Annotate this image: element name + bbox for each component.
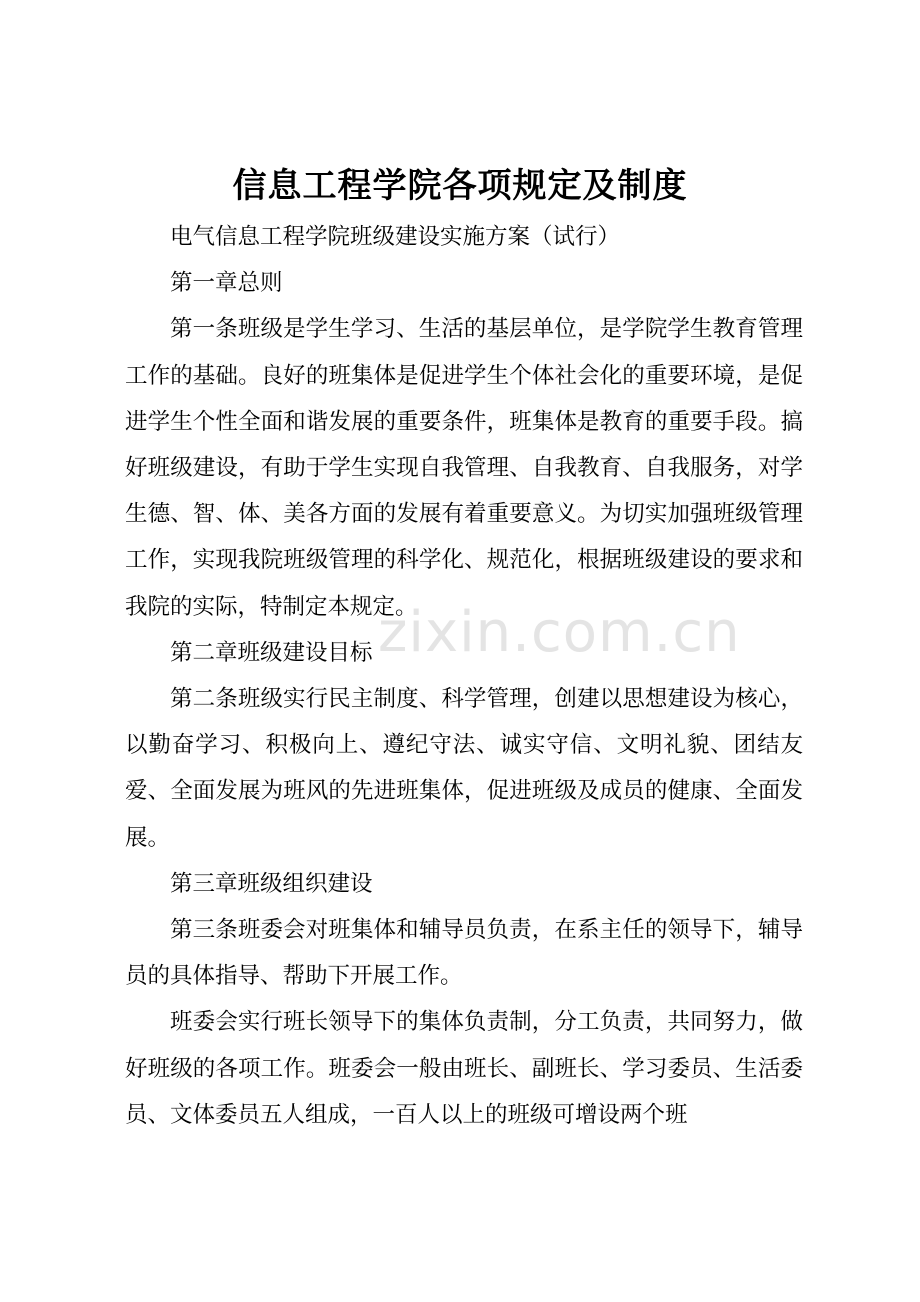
subtitle-paragraph: 电气信息工程学院班级建设实施方案（试行）	[170, 224, 621, 250]
chapter-heading: 第一章总则	[170, 270, 283, 297]
chapter-heading: 第二章班级建设目标	[170, 639, 373, 666]
article-paragraph: 班委会实行班长领导下的集体负责制，分工负责，共同努力，做好班级的各项工作。班委会一般由班长、副班长、学习委员、生活委员、文体委员五人组成，一百人以上的班级可增设两个班	[125, 1009, 803, 1128]
chapter-heading: 第三章班级组织建设	[170, 870, 373, 897]
article-paragraph: 第二条班级实行民主制度、科学管理，创建以思想建设为核心，以勤奋学习、积极向上、遵纪守法、诚实守信、文明礼貌、团结友爱、全面发展为班风的先进班集体，促进班级及成员的健康、全面发展。	[125, 686, 803, 851]
document-body	[125, 214, 803, 1138]
article-paragraph: 第一条班级是学生学习、生活的基层单位，是学院学生教育管理工作的基础。良好的班集体是促进学生个体社会化的重要环境，是促进学生个性全面和谐发展的重要条件，班集体是教育的重要手段。搞好班级建设，有助于学生实现自我管理、自我教育、自我服务，对学生德、智、体、美各方面的发展有着重要意义。为切实加强班级管理工作，实现我院班级管理的科学化、规范化，根据班级建设的要求和我院的实际，特制定本规定。	[125, 316, 803, 620]
article-paragraph: 第三条班委会对班集体和辅导员负责，在系主任的领导下，辅导员的具体指导、帮助下开展工作。	[125, 917, 803, 990]
watermark-text: zixin.com.cn	[378, 600, 741, 665]
page-title: 信息工程学院各项规定及制度	[232, 166, 688, 206]
